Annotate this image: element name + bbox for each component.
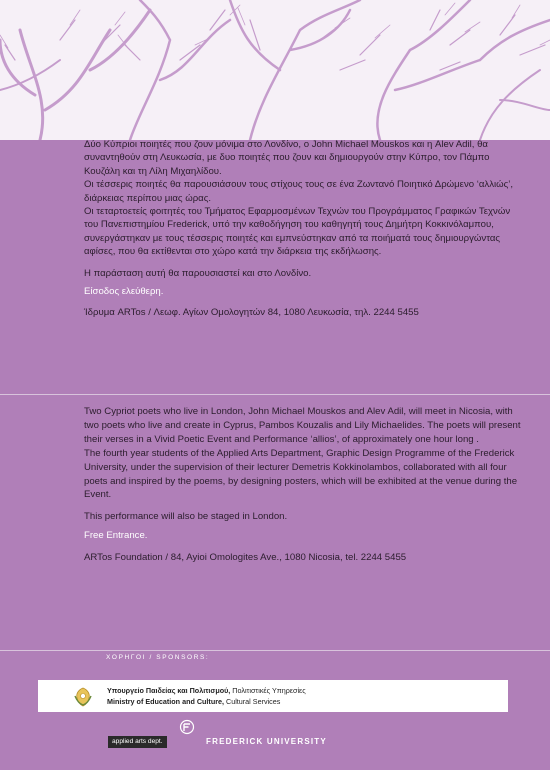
greek-paragraph-2: Οι τέσσερις ποιητές θα παρουσιάσουν τους στίχους τους σε ένα Ζωντανό Ποιητικό Δρώμενο ‘αλλιώς’, διάρκειας περίπου μιας ώρας. — [84, 179, 514, 204]
english-free-entrance: Free Entrance. — [84, 530, 148, 542]
english-text-section — [84, 405, 524, 565]
greek-venue-address: Ίδρυμα ARTos / Λεωφ. Αγίων Ομολογητών 84, 1080 Λευκωσία, τηλ. 2244 5455 — [84, 307, 419, 319]
frederick-university-logo-icon — [179, 719, 195, 735]
english-london-note: This performance will also be staged in London. — [84, 511, 288, 523]
greek-paragraph-3: Οι τεταρτοετείς φοιτητές του Τμήματος Εφαρμοσμένων Τεχνών του Προγράμματος Γραφικών Τεχνών του Πανεπιστημίου Frederick, υπό την καθοδήγηση του καθηγητή τους Δημήτρη Κοκκινόλαμπου, συνεργάστηκαν με τους τέσσερις ποιητές και εμπνεύστηκαν από τα ποιήματά τους δημιουργώντας αφίσες, που θα εκτίθενται στο χώρο κατά την διάρκεια της εκδήλωσης. — [84, 206, 511, 258]
greek-text-section — [84, 138, 524, 320]
sponsors-divider — [0, 650, 550, 651]
ministry-english-services: Cultural Services — [224, 696, 281, 706]
sponsors-label: ΧΟΡΗΓΟΙ / SPONSORS: — [106, 654, 210, 661]
tree-branches-illustration — [0, 0, 550, 140]
section-divider — [0, 394, 550, 395]
greek-free-entrance: Είσοδος ελεύθερη. — [84, 286, 164, 298]
ministry-english-name: Ministry of Education and Culture, — [107, 696, 225, 706]
english-venue-address: ARTos Foundation / 84, Ayioi Omologites Ave., 1080 Nicosia, tel. 2244 5455 — [84, 552, 407, 564]
ministry-greek-services: Πολιτιστικές Υπηρεσίες — [230, 686, 306, 695]
cyprus-crest-icon — [72, 686, 94, 708]
ministry-greek-name: Υπουργείο Παιδείας και Πολιτισμού, — [107, 686, 231, 695]
frederick-university-label: FREDERICK UNIVERSITY — [206, 737, 327, 746]
applied-arts-dept-label: applied arts dept. — [108, 736, 167, 748]
english-paragraph-1: Two Cypriot poets who live in London, John Michael Mouskos and Alev Adil, will meet in Nicosia, with two poets who live and create in Cyprus, Pambos Kouzalis and Lily Michaelides. The poets will present their verses in a Vivid Poetic Event and Performance ‘allios’, of approximately one hour long . — [84, 406, 521, 445]
english-paragraph-2: The fourth year students of the Applied Arts Department, Graphic Design Programme of the Frederick University, under the supervision of their lecturer Demetris Kokkinolambos, collaborated with all four poets and inspired by the poems, by designing posters, which will be exhibited at the venue during the Event. — [84, 447, 518, 501]
greek-london-note: Η παράσταση αυτή θα παρουσιαστεί και στο Λονδίνο. — [84, 267, 312, 279]
ministry-sponsor-box — [38, 680, 508, 712]
ministry-sponsor-text — [107, 686, 306, 707]
greek-paragraph-1: Δύο Κύπριοι ποιητές που ζουν μόνιμα στο Λονδίνο, ο John Michael Mouskos και η Alev Adil, θα συναντηθούν στη Λευκωσία, με δυο ποιητές που ζουν και δημιουργούν στην Κύπρο, τον Πάμπο Κουζάλη και τη Λίλη Μιχαηλίδου. — [84, 139, 490, 177]
